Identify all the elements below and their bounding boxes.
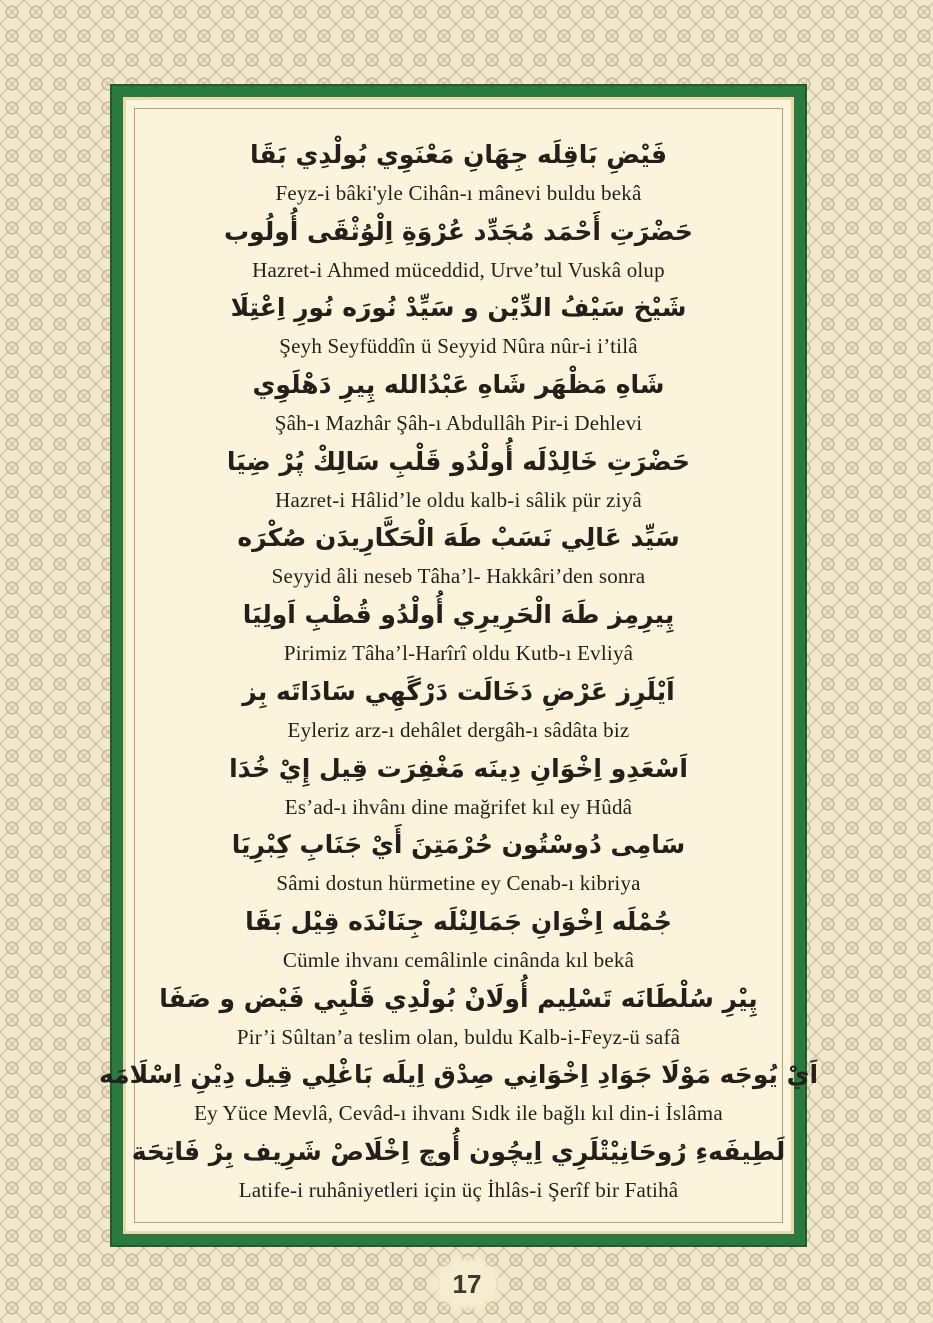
verse-turkish: Feyz-i bâki'yle Cihân-ı mânevi buldu bekâ: [275, 181, 642, 205]
verses-block: [98, 135, 819, 1209]
verse-arabic: پِيْرِ سُلْطَانَه تَسْلِيم أُولَانْ بُولْدِي قَلْبِي فَيْض و صَفَا: [159, 983, 758, 1013]
verse-turkish: Pir’i Sûltan’a teslim olan, buldu Kalb-i-Feyz-ü safâ: [236, 1024, 681, 1049]
verse-arabic: فَيْضِ بَاقِلَه جِهَانِ مَعْنَوِي بُولْدِي بَقَا: [250, 140, 667, 169]
verse-turkish: Hazret-i Hâlid’le oldu kalb-i sâlik pür ziyâ: [275, 487, 642, 512]
verse-turkish: Ey Yüce Mevlâ, Cevâd-ı ihvanı Sıdk ile bağlı kıl din-i İslâma: [194, 1101, 723, 1126]
verse-arabic: شَاهِ مَظْهَر شَاهِ عَبْدُالله پِيرِ دَهْلَوِي: [252, 370, 665, 400]
verse-arabic: پِيرِمِز طَهَ الْحَرِيرِي أُولْدُو قُطْبِ اَولِيَا: [242, 600, 675, 630]
verse-turkish: Eyleriz arz-ı dehâlet dergâh-ı sâdâta biz: [287, 717, 630, 742]
verse-arabic: شَيْخ سَيْفُ الدِّيْن و سَيِّدْ نُورَه نُورِ اِعْتِلَا: [230, 293, 687, 323]
verse-turkish: Pirimiz Tâha’l-Harîrî oldu Kutb-ı Evliyâ: [283, 641, 634, 666]
frame-inner-border: [98, 108, 819, 1223]
verse-turkish: Es’ad-ı ihvânı dine mağrifet kıl ey Hûdâ: [284, 794, 633, 819]
verse-arabic: سَامِى دُوسْتُون حُرْمَتِنَ أَيْ جَنَابِ كِبْرِيَا: [231, 830, 686, 860]
verse-turkish: Seyyid âli neseb Tâha’l- Hakkâri’den sonra: [271, 564, 646, 589]
verse-turkish: Hazret-i Ahmed müceddid, Urve’tul Vuskâ olup: [252, 257, 665, 282]
verse-arabic: حَضْرَتِ أَحْمَد مُجَدِّد عُرْوَةِ اِلْوُثْقَى أُولُوب: [224, 216, 693, 246]
verse-arabic: اَيْ يُوجَه مَوْلَا جَوَادِ اِخْوَانِي صِدْق اِيلَه بَاغْلِي قِيل دِيْنِ اِسْلَامَه: [98, 1060, 819, 1090]
verse-turkish: Şeyh Seyfüddîn ü Seyyid Nûra nûr-i i’tilâ: [279, 334, 638, 359]
verse-arabic: سَيِّد عَالِي نَسَبْ طَهَ الْحَكَّارِيدَن صُكْرَه: [237, 523, 680, 553]
verse-turkish: Latife-i ruhâniyetleri için üç İhlâs-i Şerîf bir Fatihâ: [238, 1177, 679, 1202]
page-number: 17: [452, 1268, 482, 1299]
page-frame: [98, 84, 819, 1247]
verse-arabic: جُمْلَه اِخْوَانِ جَمَالِنْلَه جِنَانْدَه قِيْل بَقَا: [245, 906, 672, 936]
verse-arabic: لَطِيفَهءِ رُوحَانِيْتْلَرِي اِيچُون أُوچ اِخْلَاصْ شَرِيف بِرْ فَاتِحَة: [131, 1136, 786, 1166]
page-number-badge: [432, 1256, 502, 1312]
verse-turkish: Cümle ihvanı cemâlinle cinânda kıl bekâ: [282, 947, 635, 972]
verse-arabic: اَيْلَرِز عَرْضِ دَخَالَت دَرْگَهِي سَادَاتَه بِز: [242, 676, 675, 706]
frame-gold-border: [98, 97, 819, 1234]
verse-turkish: Sâmi dostun hürmetine ey Cenab-ı kibriya: [276, 871, 641, 896]
verse-arabic: اَسْعَدِو اِخْوَانِ دِينَه مَغْفِرَت قِيل إِيْ خُدَا: [229, 753, 688, 783]
verse-turkish: Şâh-ı Mazhâr Şâh-ı Abdullâh Pir-i Dehlevi: [274, 411, 643, 436]
verse-arabic: حَضْرَتِ خَالِدْلَه أُولْدُو قَلْبِ سَالِكْ پُرْ ضِيَا: [226, 446, 691, 476]
